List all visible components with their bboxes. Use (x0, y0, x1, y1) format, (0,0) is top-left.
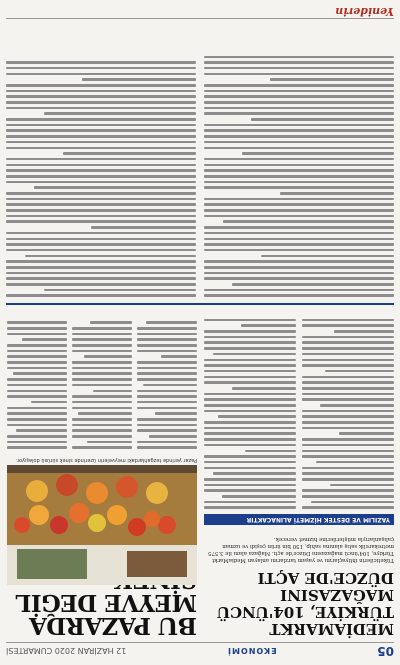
page-header (6, 642, 394, 659)
notice-column-2 (6, 37, 196, 297)
page-number: 05 (377, 644, 394, 658)
tender-notice (6, 33, 394, 305)
right-column-1 (137, 309, 197, 449)
right-column-2 (72, 309, 132, 449)
text-lines (6, 61, 196, 297)
section-label: EKONOMİ (227, 646, 277, 656)
market-photo (7, 465, 197, 585)
text-lines (72, 321, 132, 449)
left-subheadline: Tüketicilerin ihtiyaçlarını ve yaşam tarzlarını anlayan MediaMarkt Türkiye, 104'üncü mağazasını Düzce'de açtı. Mağaza alanı ile 3.575 metrekarelik satış alanına sahip, 150 bin ürün çeşidi ve uzman çalışanlarıyla müşterilerine hizmet verecek. (208, 536, 394, 563)
text-lines (204, 319, 296, 509)
text-lines (302, 319, 394, 509)
newspaper-logo: Yeniderin (335, 5, 394, 19)
notice-column-1 (204, 37, 394, 297)
photo-caption: Pazar yerinde tezgahlardaki meyvelerin üzerinde sinek sürüsü dolaşıyor. (15, 457, 197, 463)
tender-banner: YAZILIM VE DESTEK HİZMETİ ALINACAKTIR (204, 514, 394, 525)
market-stall-image (7, 465, 197, 585)
issue-date: 12 HAZİRAN 2020 CUMARTESİ (6, 646, 127, 656)
right-column-3 (7, 309, 67, 449)
text-lines (7, 321, 67, 449)
page-footer (6, 6, 394, 19)
text-lines (204, 56, 394, 297)
left-column-2 (204, 309, 296, 509)
left-column-1 (302, 309, 394, 509)
text-lines (137, 321, 197, 449)
right-headline: BU PAZARDA MEYVE DEĞİL (15, 589, 197, 639)
left-headline: MEDİAMARKT TÜRKİYE, 104'ÜNCÜ MAĞAZASINI DÜZCE'DE AÇTI (216, 569, 394, 638)
